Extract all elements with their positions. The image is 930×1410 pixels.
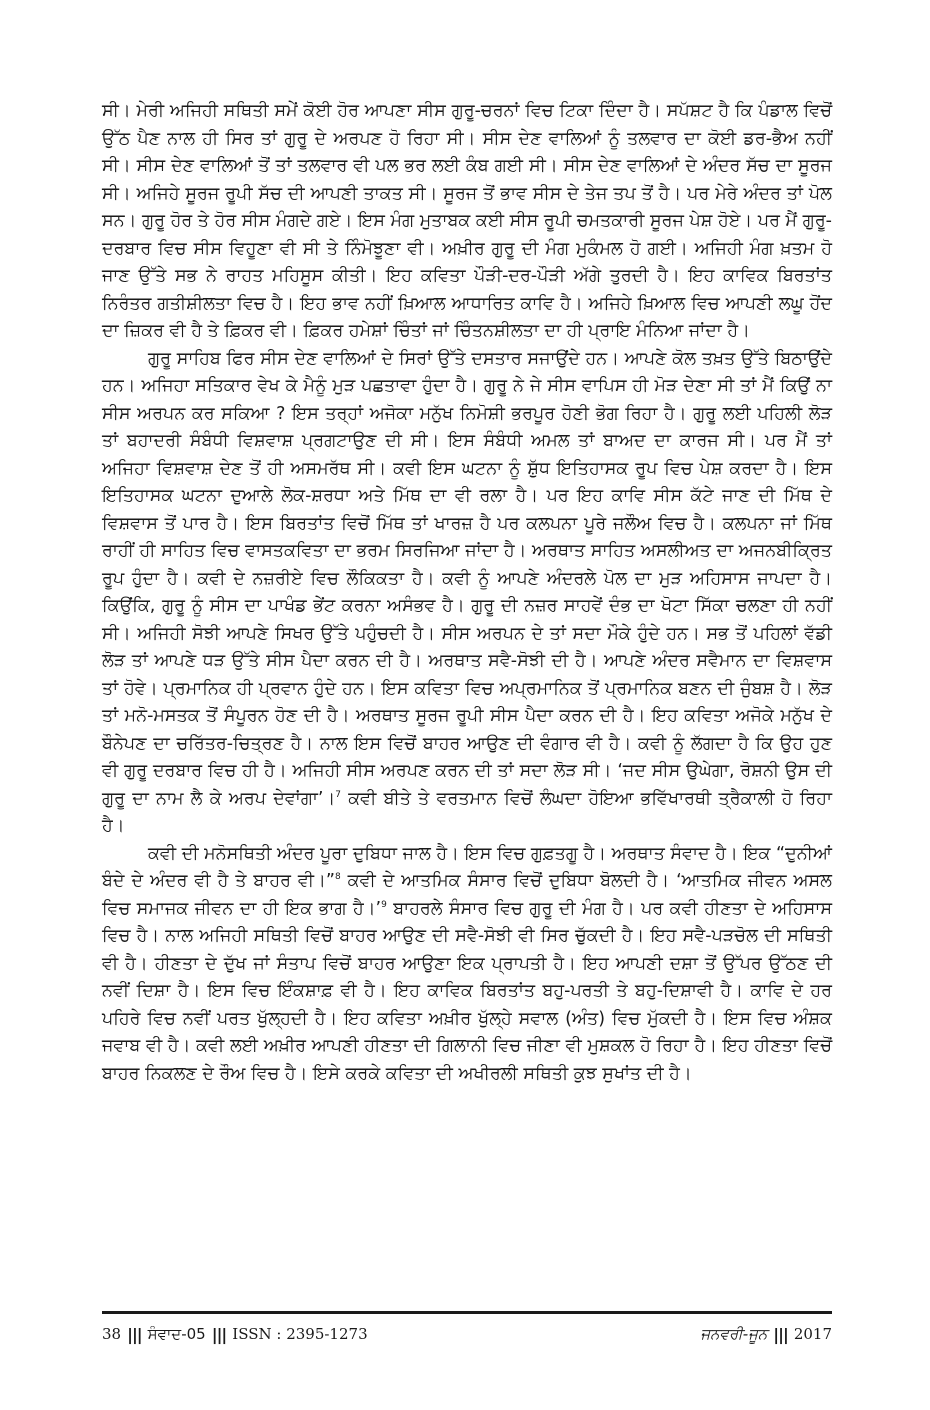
paragraph-3 [102,841,832,1089]
separator-bars: ||| [127,1324,142,1344]
paragraph-1-text: ਸੀ। ਮੇਰੀ ਅਜਿਹੀ ਸਥਿਤੀ ਸਮੇਂ ਕੋਈ ਹੋਰ ਆਪਣਾ ਸੀਸ ਗੁਰੂ-ਚਰਨਾਂ ਵਿਚ ਟਿਕਾ ਦਿੰਦਾ ਹੈ। ਸਪੱਸ਼ਟ ਹੈ ਕਿ ਪੰਡਾਲ ਵਿਚੋਂ ਉੱਠ ਪੈਣ ਨਾਲ ਹੀ ਸਿਰ ਤਾਂ ਗੁਰੂ ਦੇ ਅਰਪਣ ਹੋ ਰਿਹਾ ਸੀ। ਸੀਸ ਦੇਣ ਵਾਲਿਆਂ ਨੂੰ ਤਲਵਾਰ ਦਾ ਕੋਈ ਡਰ-ਭੈਅ ਨਹੀਂ ਸੀ। ਸੀਸ ਦੇਣ ਵਾਲਿਆਂ ਤੋਂ ਤਾਂ ਤਲਵਾਰ ਵੀ ਪਲ ਭਰ ਲਈ ਕੰਬ ਗਈ ਸੀ। ਸੀਸ ਦੇਣ ਵਾਲਿਆਂ ਦੇ ਅੰਦਰ ਸੱਚ ਦਾ ਸੂਰਜ ਸੀ। ਅਜਿਹੇ ਸੂਰਜ ਰੂਪੀ ਸੱਚ ਦੀ ਆਪਣੀ ਤਾਕਤ ਸੀ। ਸੂਰਜ ਤੋਂ ਭਾਵ ਸੀਸ ਦੇ ਤੇਜ ਤਪ ਤੋਂ ਹੈ। ਪਰ ਮੇਰੇ ਅੰਦਰ ਤਾਂ ਪੋਲ ਸਨ। ਗੁਰੂ ਹੋਰ ਤੇ ਹੋਰ ਸੀਸ ਮੰਗਦੇ ਗਏ। ਇਸ ਮੰਗ ਮੁਤਾਬਕ ਕਈ ਸੀਸ ਰੂਪੀ ਚਮਤਕਾਰੀ ਸੂਰਜ ਪੇਸ਼ ਹੋਏ। ਪਰ ਮੈਂ ਗੁਰੂ-ਦਰਬਾਰ ਵਿਚ ਸੀਸ ਵਿਹੂਣਾ ਵੀ ਸੀ ਤੇ ਨਿੰਮੋਝੂਣਾ ਵੀ। ਅਖ਼ੀਰ ਗੁਰੂ ਦੀ ਮੰਗ ਮੁਕੰਮਲ ਹੋ ਗਈ। ਅਜਿਹੀ ਮੰਗ ਖ਼ਤਮ ਹੋ ਜਾਣ ਉੱਤੇ ਸਭ ਨੇ ਰਾਹਤ ਮਹਿਸੂਸ ਕੀਤੀ। ਇਹ ਕਵਿਤਾ ਪੌੜੀ-ਦਰ-ਪੌੜੀ ਅੱਗੇ ਤੁਰਦੀ ਹੈ। ਇਹ ਕਾਵਿਕ ਬਿਰਤਾਂਤ ਨਿਰੰਤਰ ਗਤੀਸ਼ੀਲਤਾ ਵਿਚ ਹੈ। ਇਹ ਭਾਵ ਨਹੀਂ ਖ਼ਿਆਲ ਆਧਾਰਿਤ ਕਾਵਿ ਹੈ। ਅਜਿਹੇ ਖ਼ਿਆਲ ਵਿਚ ਆਪਣੀ ਲਘੂ ਹੋਂਦ ਦਾ ਜ਼ਿਕਰ ਵੀ ਹੈ ਤੇ ਫ਼ਿਕਰ ਵੀ। ਫ਼ਿਕਰ ਹਮੇਸ਼ਾਂ ਚਿੰਤਾਂ ਜਾਂ ਚਿੰਤਨਸ਼ੀਲਤਾ ਦਾ ਹੀ ਪ੍ਰਾਇ ਮੰਨਿਆ ਜਾਂਦਾ ਹੈ। [102,101,832,341]
footer-left [102,1322,368,1346]
separator-bars: ||| [773,1324,788,1344]
paragraph-1 [102,98,832,346]
footer-rule [102,1311,832,1314]
paragraph-3-text-a: ਕਵੀ ਦੀ ਮਨੋਸਥਿਤੀ ਅੰਦਰ ਪੂਰਾ ਦੁਬਿਧਾ ਜਾਲ ਹੈ। ਇਸ ਵਿਚ ਗੁਫ਼ਤਗੂ ਹੈ। ਅਰਥਾਤ ਸੰਵਾਦ ਹੈ। ਇਕ “ਦੁਨੀਆਂ ਬੰਦੇ ਦੇ ਅੰਦਰ ਵੀ ਹੈ ਤੇ ਬਾਹਰ ਵੀ।” [102,843,832,891]
issue-year: 2017 [793,1325,832,1343]
page-number: 38 [102,1325,122,1343]
paragraph-2-text-b: ਕਵੀ ਬੀਤੇ ਤੇ ਵਰਤਮਾਨ ਵਿਚੋਂ ਲੰਘਦਾ ਹੋਇਆ ਭਵਿੱਖਾਰਥੀ ਤ੍ਰੈਕਾਲੀ ਹੋ ਰਿਹਾ ਹੈ। [102,788,832,836]
footnote-ref-9: 9 [381,899,387,910]
paragraph-3-text-b: ਕਵੀ ਦੇ ਆਤਮਿਕ ਸੰਸਾਰ ਵਿਚੋਂ ਦੁਬਿਧਾ ਬੋਲਦੀ ਹੈ। ‘ਆਤਮਿਕ ਜੀਵਨ ਅਸਲ ਵਿਚ ਸਮਾਜਕ ਜੀਵਨ ਦਾ ਹੀ ਇਕ ਭਾਗ ਹੈ।’ [102,871,832,919]
separator-bars: ||| [211,1324,227,1344]
page-footer [102,1322,832,1348]
paragraph-3-text-c: ਬਾਹਰਲੇ ਸੰਸਾਰ ਵਿਚ ਗੁਰੂ ਦੀ ਮੰਗ ਹੈ। ਪਰ ਕਵੀ ਹੀਣਤਾ ਦੇ ਅਹਿਸਾਸ ਵਿਚ ਹੈ। ਨਾਲ ਅਜਿਹੀ ਸਥਿਤੀ ਵਿਚੋਂ ਬਾਹਰ ਆਉਣ ਦੀ ਸਵੈ-ਸੋਝੀ ਵੀ ਸਿਰ ਚੁੱਕਦੀ ਹੈ। ਇਹ ਸਵੈ-ਪੜਚੋਲ ਦੀ ਸਥਿਤੀ ਵੀ ਹੈ। ਹੀਣਤਾ ਦੇ ਦੁੱਖ ਜਾਂ ਸੰਤਾਪ ਵਿਚੋਂ ਬਾਹਰ ਆਉਣਾ ਇਕ ਪ੍ਰਾਪਤੀ ਹੈ। ਇਹ ਆਪਣੀ ਦਸ਼ਾ ਤੋਂ ਉੱਪਰ ਉੱਠਣ ਦੀ ਨਵੀਂ ਦਿਸ਼ਾ ਹੈ। ਇਸ ਵਿਚ ਇੰਕਸ਼ਾਫ਼ ਵੀ ਹੈ। ਇਹ ਕਾਵਿਕ ਬਿਰਤਾਂਤ ਬਹੁ-ਪਰਤੀ ਤੇ ਬਹੁ-ਦਿਸ਼ਾਵੀ ਹੈ। ਕਾਵਿ ਦੇ ਹਰ ਪਹਿਰੇ ਵਿਚ ਨਵੀਂ ਪਰਤ ਖੁੱਲ੍ਹਦੀ ਹੈ। ਇਹ ਕਵਿਤਾ ਅਖ਼ੀਰ ਖੁੱਲ੍ਹੇ ਸਵਾਲ (ਅੰਤ) ਵਿਚ ਮੁੱਕਦੀ ਹੈ। ਇਸ ਵਿਚ ਅੰਸ਼ਕ ਜਵਾਬ ਵੀ ਹੈ। ਕਵੀ ਲਈ ਅਖ਼ੀਰ ਆਪਣੀ ਹੀਣਤਾ ਦੀ ਗਿਲਾਨੀ ਵਿਚ ਜੀਣਾ ਵੀ ਮੁਸ਼ਕਲ ਹੋ ਰਿਹਾ ਹੈ। ਇਹ ਹੀਣਤਾ ਵਿਚੋਂ ਬਾਹਰ ਨਿਕਲਣ ਦੇ ਰੌਅ ਵਿਚ ਹੈ। ਇਸੇ ਕਰਕੇ ਕਵਿਤਾ ਦੀ ਅਖੀਰਲੀ ਸਥਿਤੀ ਕੁਝ ਸੁਖਾਂਤ ਦੀ ਹੈ। [102,898,832,1084]
footer-right [700,1322,832,1346]
paragraph-2-text-a: ਗੁਰੂ ਸਾਹਿਬ ਫਿਰ ਸੀਸ ਦੇਣ ਵਾਲਿਆਂ ਦੇ ਸਿਰਾਂ ਉੱਤੇ ਦਸਤਾਰ ਸਜਾਉਂਦੇ ਹਨ। ਆਪਣੇ ਕੋਲ ਤਖ਼ਤ ਉੱਤੇ ਬਿਠਾਉਂਦੇ ਹਨ। ਅਜਿਹਾ ਸਤਿਕਾਰ ਵੇਖ ਕੇ ਮੈਨੂੰ ਮੁੜ ਪਛਤਾਵਾ ਹੁੰਦਾ ਹੈ। ਗੁਰੂ ਨੇ ਜੇ ਸੀਸ ਵਾਪਿਸ ਹੀ ਮੋੜ ਦੇਣਾ ਸੀ ਤਾਂ ਮੈਂ ਕਿਉਂ ਨਾ ਸੀਸ ਅਰਪਨ ਕਰ ਸਕਿਆ ? ਇਸ ਤਰ੍ਹਾਂ ਅਜੋਕਾ ਮਨੁੱਖ ਨਿਮੋਸ਼ੀ ਭਰਪੂਰ ਹੋਣੀ ਭੋਗ ਰਿਹਾ ਹੈ। ਗੁਰੂ ਲਈ ਪਹਿਲੀ ਲੋੜ ਤਾਂ ਬਹਾਦਰੀ ਸੰਬੰਧੀ ਵਿਸ਼ਵਾਸ਼ ਪ੍ਰਗਟਾਉਣ ਦੀ ਸੀ। ਇਸ ਸੰਬੰਧੀ ਅਮਲ ਤਾਂ ਬਾਅਦ ਦਾ ਕਾਰਜ ਸੀ। ਪਰ ਮੈਂ ਤਾਂ ਅਜਿਹਾ ਵਿਸ਼ਵਾਸ਼ ਦੇਣ ਤੋਂ ਹੀ ਅਸਮਰੱਥ ਸੀ। ਕਵੀ ਇਸ ਘਟਨਾ ਨੂੰ ਸ਼ੁੱਧ ਇਤਿਹਾਸਕ ਰੂਪ ਵਿਚ ਪੇਸ਼ ਕਰਦਾ ਹੈ। ਇਸ ਇਤਿਹਾਸਕ ਘਟਨਾ ਦੁਆਲੇ ਲੋਕ-ਸ਼ਰਧਾ ਅਤੇ ਮਿੱਥ ਦਾ ਵੀ ਰਲਾ ਹੈ। ਪਰ ਇਹ ਕਾਵਿ ਸੀਸ ਕੱਟੇ ਜਾਣ ਦੀ ਮਿੱਥ ਦੇ ਵਿਸ਼ਵਾਸ ਤੋਂ ਪਾਰ ਹੈ। ਇਸ ਬਿਰਤਾਂਤ ਵਿਚੋਂ ਮਿੱਥ ਤਾਂ ਖਾਰਜ਼ ਹੈ ਪਰ ਕਲਪਨਾ ਪੂਰੇ ਜਲੌਅ ਵਿਚ ਹੈ। ਕਲਪਨਾ ਜਾਂ ਮਿੱਥ ਰਾਹੀਂ ਹੀ ਸਾਹਿਤ ਵਿਚ ਵਾਸਤਕਵਿਤਾ ਦਾ ਭਰਮ ਸਿਰਜਿਆ ਜਾਂਦਾ ਹੈ। ਅਰਥਾਤ ਸਾਹਿਤ ਅਸਲੀਅਤ ਦਾ ਅਜਨਬੀਕ੍ਰਿਤ ਰੂਪ ਹੁੰਦਾ ਹੈ। ਕਵੀ ਦੇ ਨਜ਼ਰੀਏ ਵਿਚ ਲੌਕਿਕਤਾ ਹੈ। ਕਵੀ ਨੂੰ ਆਪਣੇ ਅੰਦਰਲੇ ਪੋਲ ਦਾ ਮੁੜ ਅਹਿਸਾਸ ਜਾਪਦਾ ਹੈ। ਕਿਉਂਕਿ, ਗੁਰੂ ਨੂੰ ਸੀਸ ਦਾ ਪਾਖੰਡ ਭੇਂਟ ਕਰਨਾ ਅਸੰਭਵ ਹੈ। ਗੁਰੂ ਦੀ ਨਜ਼ਰ ਸਾਹਵੇਂ ਦੰਭ ਦਾ ਖੋਟਾ ਸਿੱਕਾ ਚਲਣਾ ਹੀ ਨਹੀਂ ਸੀ। ਅਜਿਹੀ ਸੋਝੀ ਆਪਣੇ ਸਿਖਰ ਉੱਤੇ ਪਹੁੰਚਦੀ ਹੈ। ਸੀਸ ਅਰਪਨ ਦੇ ਤਾਂ ਸਦਾ ਮੌਕੇ ਹੁੰਦੇ ਹਨ। ਸਭ ਤੋਂ ਪਹਿਲਾਂ ਵੱਡੀ ਲੋੜ ਤਾਂ ਆਪਣੇ ਧੜ ਉੱਤੇ ਸੀਸ ਪੈਦਾ ਕਰਨ ਦੀ ਹੈ। ਅਰਥਾਤ ਸਵੈ-ਸੋਝੀ ਦੀ ਹੈ। ਆਪਣੇ ਅੰਦਰ ਸਵੈਮਾਨ ਦਾ ਵਿਸ਼ਵਾਸ ਤਾਂ ਹੋਵੇ। ਪ੍ਰਮਾਨਿਕ ਹੀ ਪ੍ਰਵਾਨ ਹੁੰਦੇ ਹਨ। ਇਸ ਕਵਿਤਾ ਵਿਚ ਅਪ੍ਰਮਾਨਿਕ ਤੋਂ ਪ੍ਰਮਾਨਿਕ ਬਣਨ ਦੀ ਜੁੰਬਸ਼ ਹੈ। ਲੋੜ ਤਾਂ ਮਨੋ-ਮਸਤਕ ਤੋਂ ਸੰਪੂਰਨ ਹੋਣ ਦੀ ਹੈ। ਅਰਥਾਤ ਸੂਰਜ ਰੂਪੀ ਸੀਸ ਪੈਦਾ ਕਰਨ ਦੀ ਹੈ। ਇਹ ਕਵਿਤਾ ਅਜੋਕੇ ਮਨੁੱਖ ਦੇ ਬੌਨੇਪਣ ਦਾ ਚਰਿੱਤਰ-ਚਿਤ੍ਰਣ ਹੈ। ਨਾਲ ਇਸ ਵਿਚੋਂ ਬਾਹਰ ਆਉਣ ਦੀ ਵੰਗਾਰ ਵੀ ਹੈ। ਕਵੀ ਨੂੰ ਲੱਗਦਾ ਹੈ ਕਿ ਉਹ ਹੁਣ ਵੀ ਗੁਰੂ ਦਰਬਾਰ ਵਿਚ ਹੀ ਹੈ। ਅਜਿਹੀ ਸੀਸ ਅਰਪਣ ਕਰਨ ਦੀ ਤਾਂ ਸਦਾ ਲੋੜ ਸੀ। ‘ਜਦ ਸੀਸ ਉਘੇਗਾ, ਰੋਸ਼ਨੀ ਉਸ ਦੀ ਗੁਰੂ ਦਾ ਨਾਮ ਲੈ ਕੇ ਅਰਪ ਦੇਵਾਂਗਾ’। [102,348,832,809]
paragraph-2 [102,346,832,841]
issn: ISSN : 2395-1273 [232,1325,368,1343]
journal-name: ਸੰਵਾਦ-05 [147,1325,206,1343]
footnote-ref-8: 8 [334,872,341,883]
document-body [102,98,832,1088]
footnote-ref-7: 7 [335,789,342,800]
issue-period: ਜਨਵਰੀ-ਜੂਨ [700,1325,768,1343]
